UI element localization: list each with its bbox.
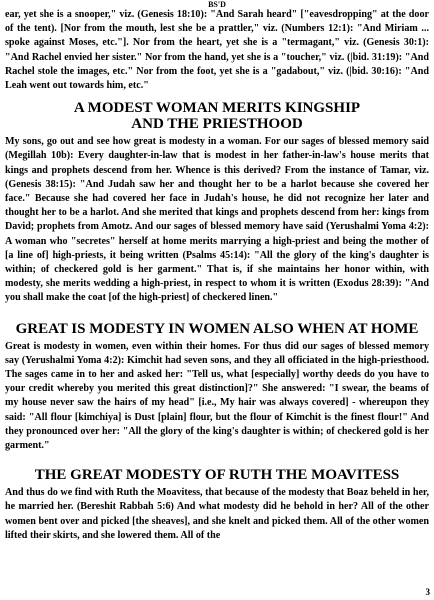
page-header: BS'D xyxy=(208,0,226,9)
section-heading-ruth: THE GREAT MODESTY OF RUTH THE MOAVITESS xyxy=(34,467,400,484)
section-heading-kingship xyxy=(5,100,429,132)
ruth-paragraph: And thus do we find with Ruth the Moavitess, that because of the modesty that Boaz beheld in her, he married her. (Bereshit Rabbah 5:6) And what modesty did he behold in her? All of the other women bent over and picked [the sheaves], and she knelt and picked them. All of the other women lifted their skirts, and she lowered them. All of the xyxy=(5,487,429,541)
intro-paragraph: ear, yet she is a snooper," viz. (Genesis 18:10): "And Sarah heard" ["eavesdropping" at the door of the tent). [Nor from the mouth, lest she be a prattler," viz. (Numbers 12:1): "And Miriam ... spoke against Moses, etc."]. Nor from the heart, yet she is a "termagant," viz. (Genesis 30:1): "And Rachel envied her sister." Nor from the hand, yet she is a "toucher," viz. (|bid. 31:19): "And Rachel stole the images, etc." Nor from the foot, yet she is a "gadabout," viz. (|bid. 30:16): "And Leah went out towards him, etc." xyxy=(5,9,429,92)
page-number: 3 xyxy=(425,587,430,597)
kingship-paragraph: My sons, go out and see how great is modesty in a woman. For our sages of blessed memory said (Megillah 10b): Every daughter-in-law that is modest in her father-in-law's house merits that kings and prophets descend from her. Whence is this derived? From the instance of Tamar, viz. (Genesis 38:15): "And Judah saw her and thought her to be a harlot because she covered her face." Because she had covered her face in Judah's house, he did not recognize her later and thought her to be a harlot. And she merited that kings and prophets descend from her: kings from David; prophets from Amotz. And our sages of blessed memory have said (Yerushalmi Yoma 4:2): A woman who "secretes" herself at home merits marrying a high-priest and being the mother of [a line of] high-priests, it being written (Psalms 45:14): "All the glory of the king's daughter is within; of checkered gold is her garment." That is, if she maintains her honor within, with modesty, she merits wedding a high-priest, in respect to whom it is written (Exodus 28:39): "And you shall make the coat [of the high-priest] of checkered linen." xyxy=(5,136,429,304)
section-heading-kingship-line1: A MODEST WOMAN MERITS KINGSHIP xyxy=(73,100,361,117)
page-content xyxy=(5,8,429,543)
section-heading-kingship-line2: AND THE PRIESTHOOD xyxy=(131,116,303,133)
modesty-home-paragraph: Great is modesty in women, even within their homes. For thus did our sages of blessed memory say (Yerushalmi Yoma 4:2): Kimchit had seven sons, and they all officiated in the high-priesthood. The sages came in to her and asked her: "Tell us, what [especially] worthy deeds do you have to your credit whereby you merited this great distinction]?" She answered: "I swear, the beams of my house never saw the hairs of my head" [i.e., My hair was always covered] - whereupon they said: "All flour [kimchiya] is Dust [plain] flour, but the flour of Kimchit is the finest flour!" And they pronounced over her: "All the glory of the king's daughter is within; of checkered gold is her garment." xyxy=(5,340,429,452)
section-heading-modesty-home: GREAT IS MODESTY IN WOMEN ALSO WHEN AT HOME xyxy=(15,320,419,337)
